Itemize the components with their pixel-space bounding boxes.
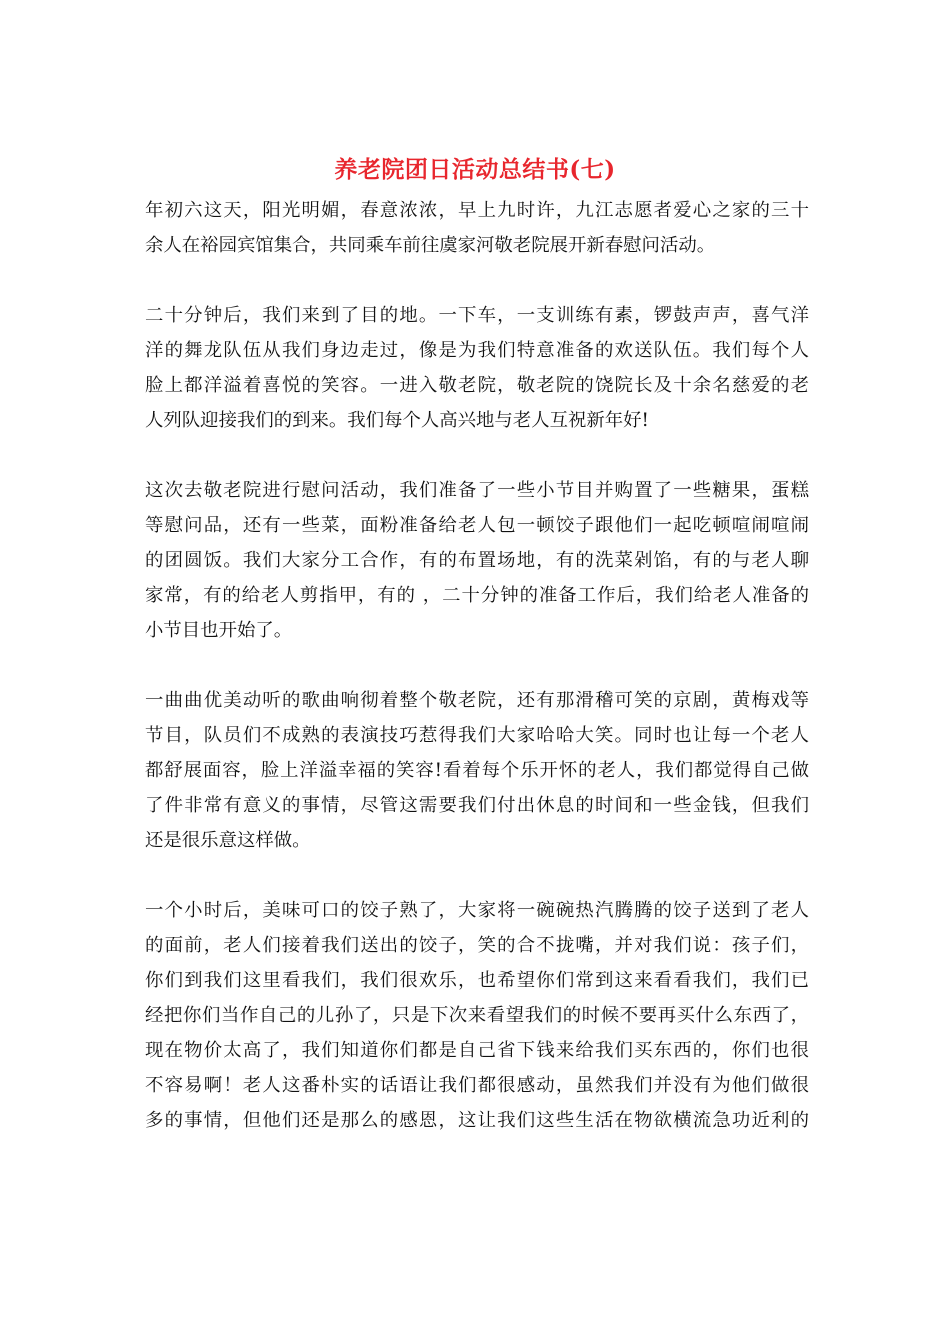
paragraph-line: 还是很乐意这样做。 — [145, 830, 311, 851]
paragraph-line: 你们到我们这里看我们，我们很欢乐，也希望你们常到这来看看我们，我们已 — [145, 970, 809, 991]
paragraph-3 — [145, 473, 809, 648]
paragraph-line: 了件非常有意义的事情，尽管这需要我们付出休息的时间和一些金钱，但我们 — [145, 795, 809, 816]
paragraph-line: 小节目也开始了。 — [145, 620, 293, 641]
paragraph-line: 脸上都洋溢着喜悦的笑容。一进入敬老院，敬老院的饶院长及十余名慈爱的老 — [145, 375, 809, 396]
document-body — [145, 193, 809, 1173]
paragraph-line: 一个小时后，美味可口的饺子熟了，大家将一碗碗热汽腾腾的饺子送到了老人 — [145, 900, 809, 921]
paragraph-line: 的面前，老人们接着我们送出的饺子，笑的合不拢嘴，并对我们说：孩子们， — [145, 935, 809, 956]
paragraph-line: 经把你们当作自己的儿孙了，只是下次来看望我们的时候不要再买什么东西了， — [145, 1005, 809, 1026]
paragraph-line: 不容易啊！老人这番朴实的话语让我们都很感动，虽然我们并没有为他们做很 — [145, 1075, 809, 1096]
paragraph-line: 人列队迎接我们的到来。我们每个人高兴地与老人互祝新年好! — [145, 410, 649, 431]
paragraph-line: 现在物价太高了，我们知道你们都是自己省下钱来给我们买东西的，你们也很 — [145, 1040, 809, 1061]
paragraph-line: 这次去敬老院进行慰问活动，我们准备了一些小节目并购置了一些糖果，蛋糕 — [145, 480, 809, 501]
paragraph-line: 等慰问品，还有一些菜，面粉准备给老人包一顿饺子跟他们一起吃顿喧闹喧闹 — [145, 515, 809, 536]
paragraph-line: 的团圆饭。我们大家分工合作，有的布置场地，有的洗菜剁馅，有的与老人聊 — [145, 550, 809, 571]
paragraph-2 — [145, 298, 809, 438]
document-title: 养老院团日活动总结书(七) — [334, 156, 616, 183]
paragraph-4 — [145, 683, 809, 858]
paragraph-line: 一曲曲优美动听的歌曲响彻着整个敬老院，还有那滑稽可笑的京剧，黄梅戏等 — [145, 690, 809, 711]
paragraph-line: 洋的舞龙队伍从我们身边走过，像是为我们特意准备的欢送队伍。我们每个人 — [145, 340, 809, 361]
paragraph-line: 二十分钟后，我们来到了目的地。一下车，一支训练有素，锣鼓声声，喜气洋 — [145, 305, 809, 326]
paragraph-5 — [145, 893, 809, 1138]
paragraph-line: 节目，队员们不成熟的表演技巧惹得我们大家哈哈大笑。同时也让每一个老人 — [145, 725, 809, 746]
paragraph-line: 年初六这天，阳光明媚，春意浓浓，早上九时许，九江志愿者爱心之家的三十 — [145, 200, 809, 221]
paragraph-line: 都舒展面容，脸上洋溢幸福的笑容!看着每个乐开怀的老人，我们都觉得自己做 — [145, 760, 809, 781]
paragraph-line: 余人在裕园宾馆集合，共同乘车前往虞家河敬老院展开新春慰问活动。 — [145, 235, 716, 256]
paragraph-line: 家常，有的给老人剪指甲，有的 ，二十分钟的准备工作后，我们给老人准备的 — [145, 585, 809, 606]
paragraph-1 — [145, 193, 809, 263]
paragraph-line: 多的事情，但他们还是那么的感恩，这让我们这些生活在物欲横流急功近利的 — [145, 1110, 809, 1131]
